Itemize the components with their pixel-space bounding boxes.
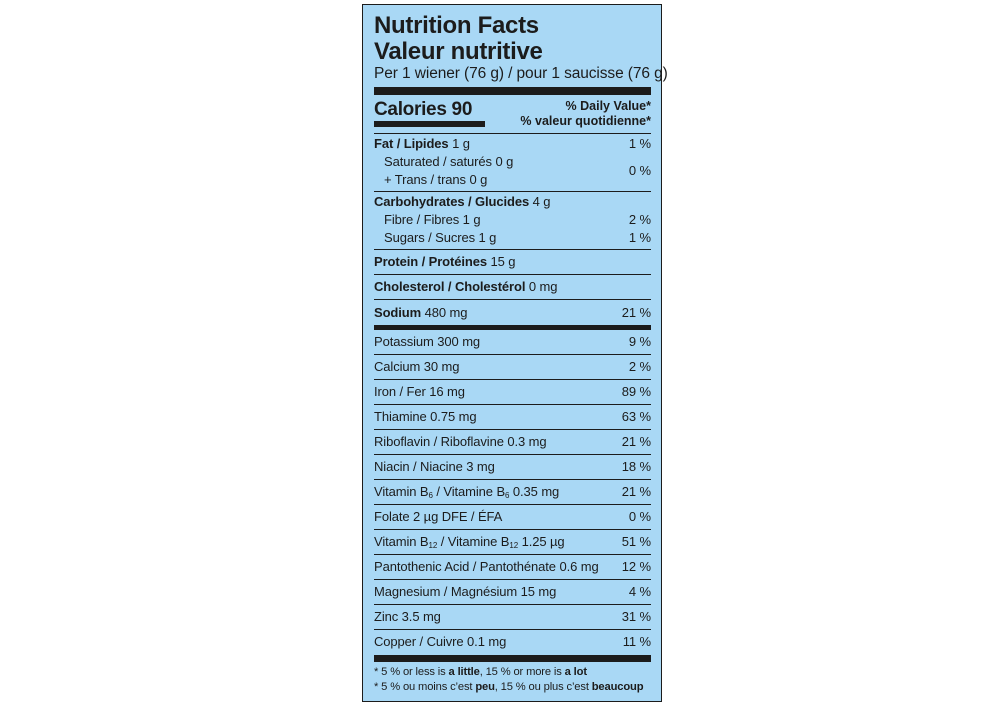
fibre-label: Fibre / Fibres 1 g: [384, 212, 481, 227]
nutrient-row: [374, 505, 651, 529]
carbohydrates-label: Carbohydrates / Glucides: [374, 194, 530, 209]
nutrient-label: Calcium 30 mg: [374, 359, 460, 374]
nutrient-label: Vitamin $B_{12}$ / Vitamine $B_{12}$ 1.25 µg: [374, 534, 565, 550]
saturated-row: Saturated / saturés 0 g: [384, 154, 514, 169]
nutrient-row: [374, 405, 651, 429]
calories-block: [374, 95, 651, 133]
fat-dv: 1 %: [628, 136, 651, 151]
protein-label: Protein / Protéines: [374, 254, 487, 269]
nutrient-dv: 51 %: [621, 534, 651, 549]
nutrient-row: [374, 605, 651, 629]
calories-underline: [374, 121, 485, 127]
sodium-row: [374, 300, 651, 325]
protein-row: [374, 250, 651, 274]
divider-thick: [374, 87, 651, 95]
nutrient-label: Thiamine 0.75 mg: [374, 409, 477, 424]
sat-trans-dv: 0 %: [628, 163, 651, 178]
nutrient-label: Potassium 300 mg: [374, 334, 481, 349]
sodium-label: Sodium: [374, 305, 422, 320]
nutrient-label: Niacin / Niacine 3 mg: [374, 459, 495, 474]
carbohydrates-row: [374, 193, 651, 211]
nutrient-dv: 18 %: [621, 459, 651, 474]
nutrient-label: Copper / Cuivre 0.1 mg: [374, 634, 507, 649]
nutrient-row: [374, 555, 651, 579]
nutrient-dv: 63 %: [621, 409, 651, 424]
nutrient-row: [374, 630, 651, 654]
calories: Calories 90: [374, 99, 473, 120]
nutrient-label: Vitamin $B_6$ / Vitamine $B_6$ 0.35 mg: [374, 484, 560, 500]
daily-value-header: [520, 99, 651, 129]
daily-value-en: % Daily Value*: [565, 99, 651, 113]
fibre-row: [374, 211, 651, 229]
fibre-dv: 2 %: [628, 212, 651, 227]
carbohydrates-amount: 4 g: [532, 194, 551, 209]
nutrient-label: Pantothenic Acid / Pantothénate 0.6 mg: [374, 559, 599, 574]
nutrient-row: [374, 330, 651, 354]
fat-label: Fat / Lipides: [374, 136, 449, 151]
cholesterol-row: [374, 275, 651, 299]
nutrient-dv: 4 %: [628, 584, 651, 599]
fat-amount: 1 g: [452, 136, 470, 151]
sugars-label: Sugars / Sucres 1 g: [384, 230, 497, 245]
nutrient-row: [374, 430, 651, 454]
nutrient-dv: 11 %: [622, 634, 651, 649]
nutrient-row: [374, 480, 651, 504]
divider-thick: [374, 655, 651, 662]
nutrient-dv: 21 %: [621, 434, 651, 449]
nutrient-row: [374, 580, 651, 604]
nutrient-row: [374, 455, 651, 479]
daily-value-fr: % valeur quotidienne*: [520, 114, 651, 128]
title-english: Nutrition Facts: [374, 12, 539, 39]
nutrient-dv: 0 %: [628, 509, 651, 524]
sodium-amount: 480 mg: [424, 305, 468, 320]
vitamins-minerals-list: [374, 330, 651, 654]
sugars-dv: 1 %: [628, 230, 651, 245]
nutrient-row: [374, 355, 651, 379]
footnote-english: * 5 % or less is a little, 15 % or more is a lot: [374, 666, 587, 678]
nutrient-row: [374, 530, 651, 554]
nutrient-dv: 21 %: [621, 484, 651, 499]
sugars-row: [374, 229, 651, 247]
sodium-dv: 21 %: [621, 305, 651, 320]
nutrient-label: Riboflavin / Riboflavine 0.3 mg: [374, 434, 547, 449]
fat-row: [374, 135, 651, 153]
footnote: [374, 665, 651, 695]
nutrient-dv: 89 %: [621, 384, 651, 399]
nutrient-label: Zinc 3.5 mg: [374, 609, 441, 624]
footnote-french: * 5 % ou moins c’est peu, 15 % ou plus c’est beaucoup: [374, 681, 644, 693]
nutrient-label: Folate 2 µg DFE / ÉFA: [374, 509, 503, 524]
nutrient-dv: 9 %: [628, 334, 651, 349]
serving-size: Per 1 wiener (76 g) / pour 1 saucisse (76 g): [374, 65, 668, 82]
nutrient-label: Magnesium / Magnésium 15 mg: [374, 584, 557, 599]
nutrient-label: Iron / Fer 16 mg: [374, 384, 465, 399]
sat-trans-group: [374, 153, 651, 189]
nutrient-dv: 2 %: [628, 359, 651, 374]
nutrient-dv: 31 %: [621, 609, 651, 624]
cholesterol-label: Cholesterol / Cholestérol: [374, 279, 526, 294]
trans-row: + Trans / trans 0 g: [384, 172, 488, 187]
protein-amount: 15 g: [490, 254, 516, 269]
nutrient-dv: 12 %: [621, 559, 651, 574]
title-french: Valeur nutritive: [374, 38, 543, 65]
nutrition-facts-label: [362, 4, 668, 702]
nutrient-row: [374, 380, 651, 404]
cholesterol-amount: 0 mg: [528, 279, 558, 294]
